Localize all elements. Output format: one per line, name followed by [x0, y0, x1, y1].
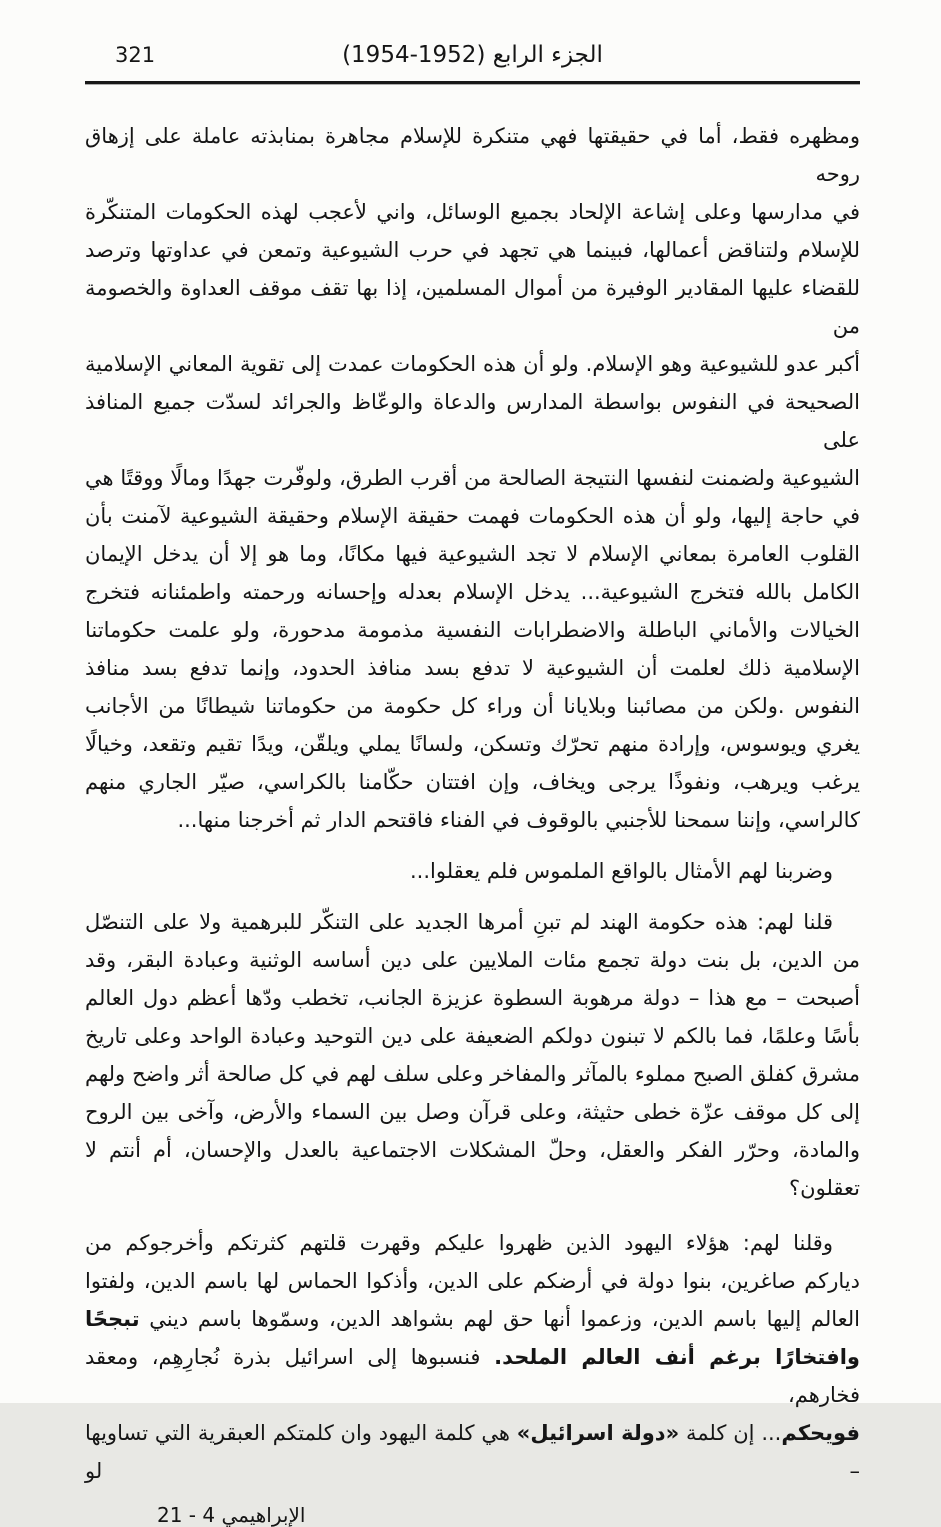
paragraph	[85, 903, 860, 1207]
text-segment: الكامل بالله فتخرج الشيوعية... يدخل الإسلام بعدله وإحسانه ورحمته واطمئنانه فتخرج	[85, 580, 860, 604]
text-segment: في مدارسها وعلى إشاعة الإلحاد بجميع الوسائل، واني لأعجب لهذه الحكومات المتنكّرة	[85, 200, 860, 224]
text-line	[85, 1017, 860, 1055]
text-segment: الإسلامية ذلك لعلمت أن الشيوعية لا تدفع بسد منافذ الحدود، وإنما تدفع بسد منافذ	[85, 656, 860, 680]
text-line	[85, 383, 860, 459]
text-line	[85, 345, 860, 383]
header-title: الجزء الرابع (1952-1954)	[342, 42, 603, 68]
text-segment: إلى كل موقف عزّة خطى حثيثة، وعلى قرآن وصل بين السماء والأرض، وآخى بين الروح	[85, 1100, 860, 1124]
text-line	[85, 1300, 860, 1338]
text-segment: من الدين، بل بنت دولة تجمع مئات الملايين على دين أساسه الوثنية وعبادة البقر، وقد	[85, 948, 860, 972]
text-segment: «دولة اسرائيل»	[516, 1421, 680, 1445]
text-segment: ... إن كلمة	[679, 1421, 782, 1445]
text-line	[85, 459, 860, 497]
text-line	[85, 649, 860, 687]
paragraph	[85, 117, 860, 839]
text-line	[85, 231, 860, 269]
text-line	[85, 535, 860, 573]
text-line	[85, 269, 860, 345]
text-segment: أصبحت – مع هذا – دولة مرهوبة السطوة عزيزة الجانب، تخطب ودّها أعظم دول العالم	[85, 986, 860, 1010]
text-segment: للقضاء عليها المقادير الوفيرة من أموال المسلمين، إذا بها تقف موقف العداوة والخصومة من	[85, 276, 860, 338]
text-segment: والمادة، وحرّر الفكر والعقل، وحلّ المشكلات الاجتماعية بالعدل والإحسان، أم أنتم لا	[85, 1138, 860, 1162]
text-line	[85, 801, 860, 839]
text-segment: بأسًا وعلمًا، فما بالكم لا تبنون دولكم الضعيفة على دين التوحيد وعبادة الواحد وعلى تاريخ	[85, 1024, 860, 1048]
text-segment: فنسبوها إلى اسرائيل بذرة نُجارِهِم، ومعقد فخارهم،	[85, 1345, 860, 1407]
text-line	[85, 611, 860, 649]
signature-mark: 21 - الإبراهيمي 4	[157, 1503, 306, 1527]
text-line	[85, 979, 860, 1017]
text-segment: وقلنا لهم: هؤلاء اليهود الذين ظهروا عليكم وقهرت قلتهم كثرتكم وأخرجوكم من	[85, 1231, 833, 1255]
text-line	[85, 903, 860, 941]
text-segment: الخيالات والأماني الباطلة والاضطرابات النفسية مذمومة مدحورة، ولو علمت حكوماتنا	[85, 618, 860, 642]
page-header	[85, 38, 860, 72]
text-segment: يغري ويوسوس، وإرادة منهم تحرّك وتسكن، ولسانًا يملي ويلقّن، ويدًا تقيم وتقعد، وخيالًا	[85, 732, 860, 756]
text-line	[85, 193, 860, 231]
paragraph	[85, 852, 860, 890]
text-segment: يرغب ويرهب، ونفوذًا يرجى ويخاف، وإن افتتان حكّامنا بالكراسي، صيّر الجاري منهم	[85, 770, 860, 794]
header-rule	[85, 81, 860, 84]
text-segment: دياركم صاغرين، بنوا دولة في أرضكم على الدين، وأذكوا الحماس لها باسم الدين، ولفتوا	[85, 1269, 860, 1293]
text-line	[85, 1131, 860, 1169]
text-segment: العالم إليها باسم الدين، وزعموا أنها حق لهم بشواهد الدين، وسمّوها باسم ديني	[139, 1307, 860, 1331]
text-segment: تعقلون؟	[789, 1176, 860, 1200]
text-segment: مشرق كفلق الصبح مملوء بالمآثر والمفاخر وعلى سلف لهم في كل صالحة أثر واضح ولهم	[85, 1062, 860, 1086]
text-segment: القلوب العامرة بمعاني الإسلام لا تجد الشيوعية فيها مكانًا، وما هو إلا أن يدخل الإيمان	[85, 542, 860, 566]
text-line	[85, 763, 860, 801]
text-segment: وضربنا لهم الأمثال بالواقع الملموس فلم يعقلوا...	[409, 859, 833, 883]
page-footer	[85, 1503, 860, 1527]
text-segment: ومظهره فقط، أما في حقيقتها فهي متنكرة للإسلام مجاهرة بمنابذته عاملة على إزهاق روحه	[85, 124, 860, 186]
text-line	[85, 497, 860, 535]
text-line	[85, 117, 860, 193]
text-line	[85, 1338, 860, 1414]
text-line	[85, 1414, 860, 1490]
text-segment: أكبر عدو للشيوعية وهو الإسلام. ولو أن هذه الحكومات عمدت إلى تقوية المعاني الإسلامية	[85, 352, 860, 376]
text-segment: الشيوعية ولضمنت لنفسها النتيجة الصالحة من أقرب الطرق، ولوفّرت جهدًا ومالًا ووقتًا هي	[85, 466, 860, 490]
text-line	[85, 1055, 860, 1093]
text-line	[85, 1262, 860, 1300]
text-line	[85, 852, 860, 890]
text-segment: فويحكم	[781, 1421, 860, 1445]
paragraph	[85, 1224, 860, 1490]
text-line	[85, 725, 860, 763]
text-segment: تبجحًا	[85, 1307, 140, 1331]
text-line	[85, 1093, 860, 1131]
text-segment: النفوس .ولكن من مصائبنا وبلايانا أن وراء كل حكومة من حكوماتنا شيطانًا من الأجانب	[85, 694, 860, 718]
text-line	[85, 573, 860, 611]
text-segment: قلنا لهم: هذه حكومة الهند لم تبنِ أمرها الجديد على التنكّر للبرهمية ولا على التنصّل	[85, 910, 833, 934]
page-body	[85, 117, 860, 1490]
text-line	[85, 1169, 860, 1207]
text-line	[85, 687, 860, 725]
text-segment: الصحيحة في النفوس بواسطة المدارس والدعاة والوعّاظ والجرائد لسدّت جميع المنافذ على	[85, 390, 860, 452]
text-segment: للإسلام ولتناقض أعمالها، فبينما هي تجهد في حرب الشيوعية وتمعن في عداوتها وترصد	[85, 238, 860, 262]
text-segment: هي كلمة اليهود وان كلمتكم العبقرية التي تساويها – لو	[85, 1421, 860, 1483]
text-segment: في حاجة إليها، ولو أن هذه الحكومات فهمت حقيقة الإسلام وحقيقة الشيوعية لآمنت بأن	[85, 504, 860, 528]
page-number: 321	[115, 43, 156, 67]
text-line	[85, 1224, 860, 1262]
text-segment: وافتخارًا برغم أنف العالم الملحد.	[494, 1345, 860, 1369]
text-segment: كالراسي، وإننا سمحنا للأجنبي بالوقوف في الفناء فاقتحم الدار ثم أخرجنا منها...	[177, 808, 860, 832]
text-line	[85, 941, 860, 979]
